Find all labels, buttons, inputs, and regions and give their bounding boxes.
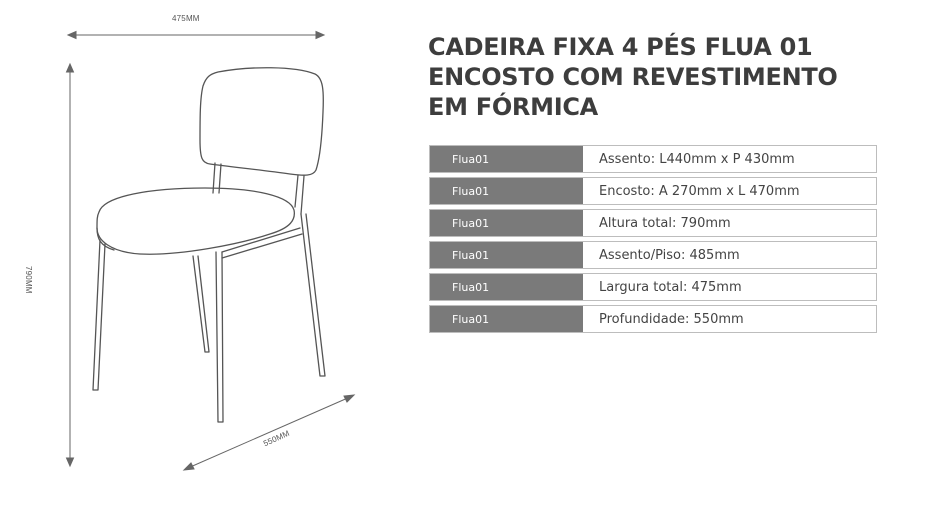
spec-model-cell: Flua01 <box>430 242 583 268</box>
width-dimension-arrow <box>68 32 324 39</box>
depth-dimension-label: 550MM <box>262 428 291 449</box>
spec-value-cell: Encosto: A 270mm x L 470mm <box>583 178 876 204</box>
width-dimension-label: 475MM <box>172 14 200 23</box>
product-title <box>428 32 908 122</box>
spec-model-cell: Flua01 <box>430 210 583 236</box>
spec-value-cell: Assento: L440mm x P 430mm <box>583 146 876 172</box>
title-line-2: ENCOSTO COM REVESTIMENTO <box>428 63 838 91</box>
title-line-3: EM FÓRMICA <box>428 93 598 121</box>
spec-value-cell: Profundidade: 550mm <box>583 306 876 332</box>
spec-model-cell: Flua01 <box>430 178 583 204</box>
spec-value-cell: Largura total: 475mm <box>583 274 876 300</box>
spec-row <box>429 145 877 173</box>
height-dimension-arrow <box>67 64 74 466</box>
spec-model-cell: Flua01 <box>430 306 583 332</box>
spec-value-cell: Altura total: 790mm <box>583 210 876 236</box>
height-dimension-label: 790MM <box>24 266 33 294</box>
spec-row <box>429 241 877 269</box>
title-line-1: CADEIRA FIXA 4 PÉS FLUA 01 <box>428 33 813 61</box>
spec-model-cell: Flua01 <box>430 274 583 300</box>
spec-row <box>429 209 877 237</box>
spec-row <box>429 273 877 301</box>
chair-illustration <box>93 68 325 422</box>
spec-row <box>429 305 877 333</box>
spec-row <box>429 177 877 205</box>
spec-model-cell: Flua01 <box>430 146 583 172</box>
spec-table <box>429 145 877 337</box>
depth-dimension-arrow <box>184 395 354 470</box>
spec-value-cell: Assento/Piso: 485mm <box>583 242 876 268</box>
